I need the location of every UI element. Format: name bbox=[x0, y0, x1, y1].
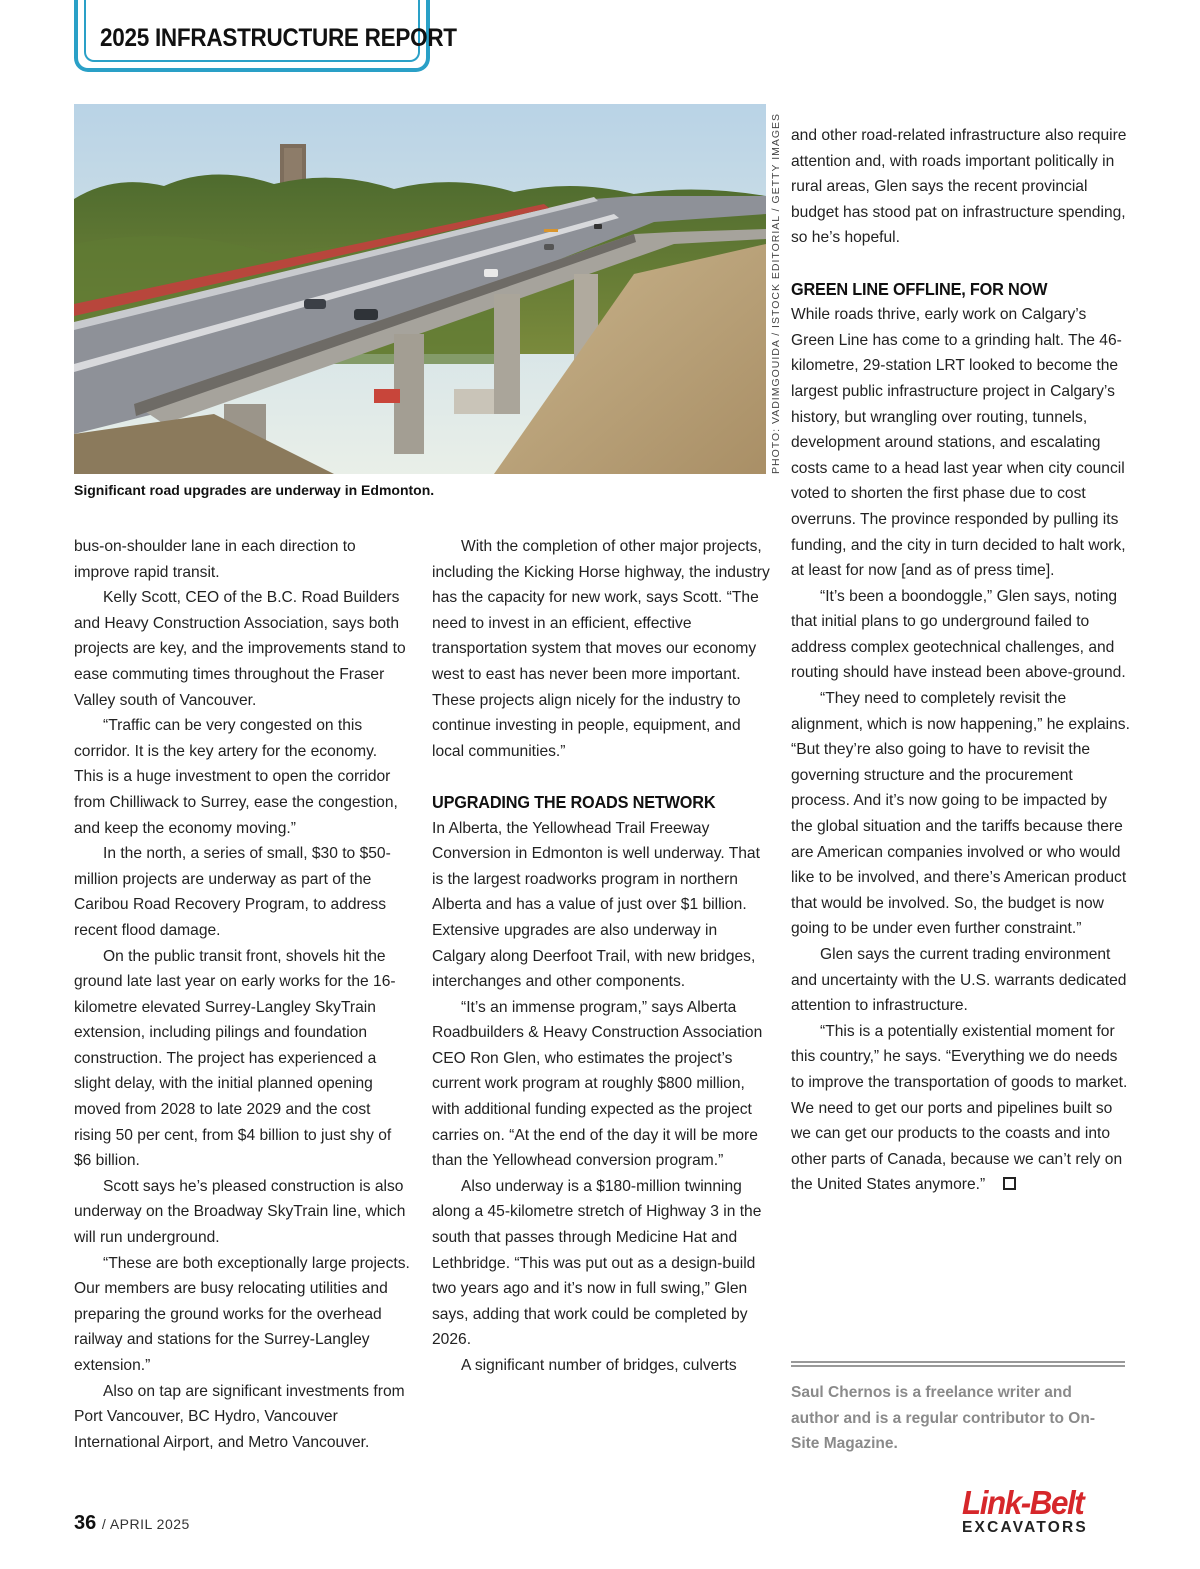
paragraph: and other road-related infrastructure also require attention and, with roads important politically in rural areas, Glen says the recent provincial budget has stood pat on infrastructure spending, so he’s hopeful. bbox=[791, 127, 1127, 247]
paragraph-final bbox=[791, 1019, 1131, 1198]
paragraph: A significant number of bridges, culverts bbox=[461, 1357, 737, 1374]
issue-date: / APRIL 2025 bbox=[101, 1516, 190, 1532]
paragraph: Scott says he’s pleased construction is also underway on the Broadway SkyTrain line, which will run underground. bbox=[74, 1177, 406, 1247]
paragraph-text: “This is a potentially existential moment for this country,” he says. “Everything we do needs to improve the transportation of goods to market. We need to get our ports and pipelines built so we can get our products to the coasts and into other parts of Canada, because we can’t rely on the United States anymore.” bbox=[791, 1022, 1128, 1194]
paragraph: Also on tap are significant investments from Port Vancouver, BC Hydro, Vancouver International Airport, and Metro Vancouver. bbox=[74, 1382, 405, 1451]
link-belt-logo bbox=[962, 1486, 1120, 1536]
bio-divider bbox=[791, 1361, 1125, 1367]
section-title: 2025 INFRASTRUCTURE REPORT bbox=[100, 24, 457, 52]
page-number: 36 bbox=[74, 1512, 97, 1534]
paragraph: “Traffic can be very congested on this corridor. It is the key artery for the economy. This is a huge investment to open the corridor from Chilliwack to Surrey, ease the congestion, and keep the economy moving.” bbox=[74, 717, 398, 837]
paragraph: Glen says the current trading environment and uncertainty with the U.S. warrants dedicated attention to infrastructure. bbox=[791, 946, 1127, 1015]
section-header-tab bbox=[74, 0, 457, 72]
article-column-3 bbox=[791, 123, 1131, 1198]
logo-subtitle: EXCAVATORS bbox=[962, 1519, 1088, 1536]
paragraph: bus-on-shoulder lane in each direction to improve rapid transit. bbox=[74, 538, 356, 581]
edmonton-highway-photo bbox=[74, 104, 766, 474]
photo-caption: Significant road upgrades are underway in Edmonton. bbox=[74, 482, 435, 498]
paragraph: “They need to completely revisit the alignment, which is now happening,” he explains. “But they’re also going to have to revisit the governing structure and the procurement process. And it’s now going to be impacted by the global situation and the tariffs because there are American companies involved or who would like to be involved, and there’s American product that would be involved. So, the budget is now going to be under even further constraint.” bbox=[791, 690, 1130, 938]
paragraph: With the completion of other major projects, including the Kicking Horse highway, the industry has the capacity for new work, says Scott. “The need to invest in an efficient, effective transportation system that moves our economy west to east has never been more important. These projects align nicely for the industry to continue investing in people, equipment, and local communities.” bbox=[432, 538, 770, 760]
paragraph: In Alberta, the Yellowhead Trail Freeway Conversion in Edmonton is well underway. That is the largest roadworks program in northern Alberta and has a value of just over $1 billion. Extensive upgrades are also underway in Calgary along Deerfoot Trail, with new bridges, interchanges and other components. bbox=[432, 819, 760, 991]
photo-credit: PHOTO: VADIMGOUIDA / ISTOCK EDITORIAL / GETTY IMAGES bbox=[770, 112, 782, 474]
paragraph: Also underway is a $180-million twinning along a 45-kilometre stretch of Highway 3 in the south that passes through Medicine Hat and Lethbridge. “This was put out as a design-build two years ago and it’s now in full swing,” Glen says, adding that work could be completed by 2026. bbox=[432, 1177, 762, 1349]
paragraph: “It’s been a boondoggle,” Glen says, noting that initial plans to go underground failed to address complex geotechnical challenges, and routing should have instead been above-ground. bbox=[791, 587, 1126, 682]
article-column-2 bbox=[432, 534, 772, 1379]
end-square-icon bbox=[1003, 1177, 1016, 1190]
paragraph: On the public transit front, shovels hit the ground late last year on early works for the 16-kilometre elevated Surrey-Langley SkyTrain extension, including pilings and foundation construction. The project has experienced a slight delay, with the initial planned opening moved from 2028 to late 2029 and the cost rising 50 per cent, from $4 billion to just shy of $6 billion. bbox=[74, 947, 396, 1170]
paragraph: “These are both exceptionally large projects. Our members are busy relocating utilities and preparing the ground works for the overhead railway and stations for the Surrey-Langley extension.” bbox=[74, 1254, 410, 1374]
subheading-green-line: GREEN LINE OFFLINE, FOR NOW bbox=[791, 278, 1048, 299]
paragraph: “It’s an immense program,” says Alberta Roadbuilders & Heavy Construction Association CEO Ron Glen, who estimates the project’s current work program at roughly $800 million, with additional funding expected as the project carries on. “At the end of the day it will be more than the Yellowhead conversion program.” bbox=[432, 998, 763, 1170]
author-bio: Saul Chernos is a freelance writer and author and is a regular contributor to On-Site Magazine. bbox=[791, 1384, 1095, 1453]
logo-brand: Link-Belt bbox=[962, 1484, 1084, 1521]
paragraph: Kelly Scott, CEO of the B.C. Road Builders and Heavy Construction Association, says both projects are key, and the improvements stand to ease commuting times throughout the Fraser Valley south of Vancouver. bbox=[74, 589, 406, 709]
paragraph: While roads thrive, early work on Calgary’s Green Line has come to a grinding halt. The 46-kilometre, 29-station LRT looked to become the largest public infrastructure project in Calgary’s history, but wrangling over routing, tunnels, development around stations, and escalating costs came to a head last year when city council voted to shorten the first phase due to cost overruns. The province responded by pulling its funding, and the city in turn decided to halt work, at least for now [and as of press time]. bbox=[791, 306, 1126, 580]
article-column-1 bbox=[74, 534, 410, 1455]
subheading-roads-network: UPGRADING THE ROADS NETWORK bbox=[432, 791, 716, 812]
page-footer bbox=[74, 1512, 190, 1535]
paragraph: In the north, a series of small, $30 to $50-million projects are underway as part of the Caribou Road Recovery Program, to address recent flood damage. bbox=[74, 845, 391, 939]
